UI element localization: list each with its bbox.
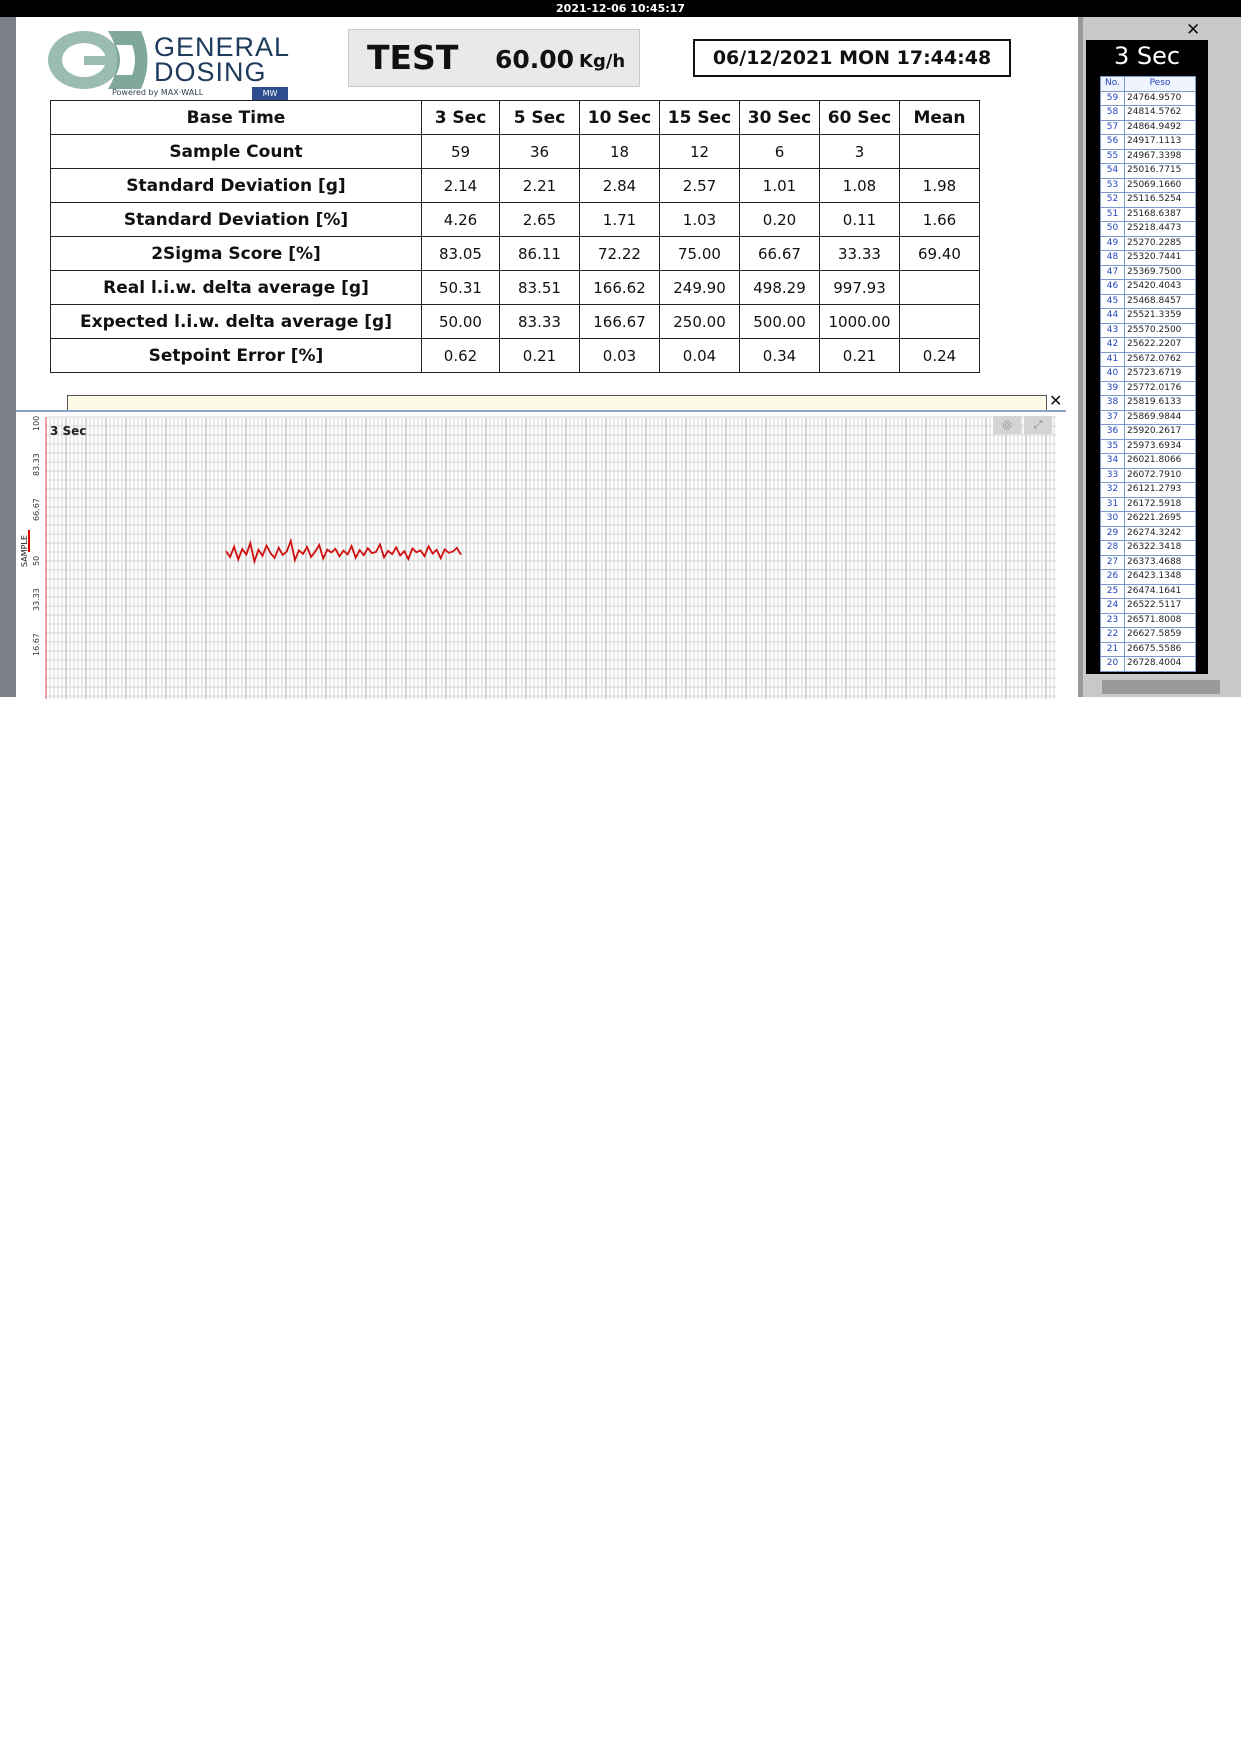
sample-peso: 26373.4688 [1125, 555, 1196, 570]
camera-icon[interactable]: ◎ [993, 416, 1021, 434]
table-cell: 12 [660, 135, 740, 169]
list-item[interactable] [1101, 410, 1196, 425]
list-item[interactable] [1101, 352, 1196, 367]
table-cell: 166.62 [580, 271, 660, 305]
list-item[interactable] [1101, 135, 1196, 150]
y-axis-label: SAMPLE [20, 535, 29, 567]
list-item[interactable] [1101, 613, 1196, 628]
sample-peso: 26221.2695 [1125, 512, 1196, 527]
sample-peso: 26322.3418 [1125, 541, 1196, 556]
chart-panel [16, 410, 1066, 699]
list-item[interactable] [1101, 526, 1196, 541]
table-cell: 498.29 [740, 271, 820, 305]
table-cell: 2.21 [500, 169, 580, 203]
sample-peso: 26274.3242 [1125, 526, 1196, 541]
sample-peso: 25772.0176 [1125, 381, 1196, 396]
list-item[interactable] [1101, 294, 1196, 309]
table-cell: 1.71 [580, 203, 660, 237]
sample-peso: 26021.8066 [1125, 454, 1196, 469]
table-cell: 6 [740, 135, 820, 169]
table-row [51, 339, 980, 373]
list-item[interactable] [1101, 207, 1196, 222]
sample-peso: 25069.1660 [1125, 178, 1196, 193]
table-cell: 1.03 [660, 203, 740, 237]
table-cell: 72.22 [580, 237, 660, 271]
table-cell: 1.08 [820, 169, 900, 203]
list-item[interactable] [1101, 106, 1196, 121]
sample-no: 25 [1101, 584, 1125, 599]
sample-peso: 25521.3359 [1125, 309, 1196, 324]
sample-no: 46 [1101, 280, 1125, 295]
sample-no: 27 [1101, 555, 1125, 570]
table-row [51, 169, 980, 203]
list-item[interactable] [1101, 265, 1196, 280]
sample-no: 39 [1101, 381, 1125, 396]
col-peso-header: Peso [1125, 77, 1196, 92]
sample-no: 33 [1101, 468, 1125, 483]
expand-icon[interactable]: ⤢ [1024, 416, 1052, 434]
system-time-bar [0, 0, 1241, 17]
table-cell: 2.14 [422, 169, 500, 203]
list-item[interactable] [1101, 628, 1196, 643]
table-cell: 2.84 [580, 169, 660, 203]
sample-list-title: 3 Sec [1113, 42, 1181, 70]
row-label: 2Sigma Score [%] [51, 237, 422, 271]
table-cell: 3 [820, 135, 900, 169]
list-item[interactable] [1101, 425, 1196, 440]
row-label: Standard Deviation [g] [51, 169, 422, 203]
table-cell: 500.00 [740, 305, 820, 339]
sample-no: 52 [1101, 193, 1125, 208]
sample-peso: 25869.9844 [1125, 410, 1196, 425]
y-tick-label: 83.33 [32, 453, 41, 476]
table-cell: 0.24 [900, 339, 980, 373]
system-timestamp: 2021-12-06 10:45:17 [556, 2, 685, 15]
row-label: Expected l.i.w. delta average [g] [51, 305, 422, 339]
gd-logo-icon [46, 29, 156, 91]
sample-peso: 24864.9492 [1125, 120, 1196, 135]
rate-value: 60.00 [495, 45, 575, 74]
list-item[interactable] [1101, 584, 1196, 599]
company-logo [46, 25, 291, 105]
table-cell: 50.00 [422, 305, 500, 339]
chart-close-icon[interactable]: ✕ [1049, 391, 1063, 410]
list-item[interactable] [1101, 91, 1196, 106]
sample-peso: 26474.1641 [1125, 584, 1196, 599]
sample-no: 48 [1101, 251, 1125, 266]
sample-peso: 25723.6719 [1125, 367, 1196, 382]
sample-peso: 25672.0762 [1125, 352, 1196, 367]
chart-title: 3 Sec [50, 424, 87, 438]
list-item[interactable] [1101, 555, 1196, 570]
table-cell: 2.57 [660, 169, 740, 203]
table-cell: 166.67 [580, 305, 660, 339]
sample-no: 58 [1101, 106, 1125, 121]
list-item[interactable] [1101, 512, 1196, 527]
sample-no: 21 [1101, 642, 1125, 657]
header-col: 60 Sec [820, 101, 900, 135]
sample-no: 22 [1101, 628, 1125, 643]
header-col: 5 Sec [500, 101, 580, 135]
logo-line1: GENERAL [154, 32, 291, 62]
stats-header-row [51, 101, 980, 135]
sample-list-window [1086, 40, 1208, 674]
sample-chart [16, 412, 1066, 699]
table-cell: 0.21 [500, 339, 580, 373]
sample-peso: 25369.7500 [1125, 265, 1196, 280]
table-cell: 1.01 [740, 169, 820, 203]
sample-no: 31 [1101, 497, 1125, 512]
sample-no: 30 [1101, 512, 1125, 527]
sample-no: 36 [1101, 425, 1125, 440]
sample-peso: 24764.9570 [1125, 91, 1196, 106]
row-label: Setpoint Error [%] [51, 339, 422, 373]
list-item[interactable] [1101, 222, 1196, 237]
sample-peso: 25270.2285 [1125, 236, 1196, 251]
sample-peso: 26522.5117 [1125, 599, 1196, 614]
header-base-time: Base Time [51, 101, 422, 135]
list-item[interactable] [1101, 396, 1196, 411]
panel-close-icon[interactable]: ✕ [1186, 20, 1201, 40]
table-cell: 83.05 [422, 237, 500, 271]
row-label: Sample Count [51, 135, 422, 169]
col-no-header: No. [1101, 77, 1125, 92]
header-col: 15 Sec [660, 101, 740, 135]
test-status-box [348, 29, 640, 87]
table-cell: 36 [500, 135, 580, 169]
sample-peso: 25116.5254 [1125, 193, 1196, 208]
sample-list-header [1101, 77, 1196, 92]
list-item[interactable] [1101, 178, 1196, 193]
list-item[interactable] [1101, 236, 1196, 251]
table-cell: 86.11 [500, 237, 580, 271]
sample-no: 34 [1101, 454, 1125, 469]
table-cell: 0.03 [580, 339, 660, 373]
table-cell: 0.20 [740, 203, 820, 237]
sample-peso: 25819.6133 [1125, 396, 1196, 411]
sample-no: 50 [1101, 222, 1125, 237]
header-col: Mean [900, 101, 980, 135]
sample-no: 28 [1101, 541, 1125, 556]
sample-peso: 25570.2500 [1125, 323, 1196, 338]
table-cell: 0.21 [820, 339, 900, 373]
sample-peso: 24967.3398 [1125, 149, 1196, 164]
list-item[interactable] [1101, 280, 1196, 295]
datetime-display: 06/12/2021 MON 17:44:48 [693, 39, 1011, 77]
rate-unit: Kg/h [579, 51, 626, 72]
table-cell: 66.67 [740, 237, 820, 271]
sample-peso: 26072.7910 [1125, 468, 1196, 483]
list-item[interactable] [1101, 149, 1196, 164]
sample-no: 35 [1101, 439, 1125, 454]
table-cell: 250.00 [660, 305, 740, 339]
sample-peso: 25468.8457 [1125, 294, 1196, 309]
sample-no: 23 [1101, 613, 1125, 628]
sample-peso: 26571.8008 [1125, 613, 1196, 628]
sample-no: 54 [1101, 164, 1125, 179]
table-row [51, 237, 980, 271]
table-cell: 50.31 [422, 271, 500, 305]
list-item[interactable] [1101, 338, 1196, 353]
list-item[interactable] [1101, 439, 1196, 454]
y-tick-label: 50 [32, 555, 41, 566]
panel-scroll-stub[interactable] [1102, 680, 1220, 694]
sample-no: 40 [1101, 367, 1125, 382]
table-cell: 997.93 [820, 271, 900, 305]
table-cell: 1000.00 [820, 305, 900, 339]
sample-peso: 25016.7715 [1125, 164, 1196, 179]
table-cell: 18 [580, 135, 660, 169]
sample-peso: 25218.4473 [1125, 222, 1196, 237]
sample-no: 51 [1101, 207, 1125, 222]
list-item[interactable] [1101, 468, 1196, 483]
table-cell: 2.65 [500, 203, 580, 237]
test-label: TEST [367, 38, 459, 77]
table-cell: 4.26 [422, 203, 500, 237]
list-item[interactable] [1101, 483, 1196, 498]
table-row [51, 135, 980, 169]
message-bar [67, 395, 1047, 410]
logo-powered-by: Powered by MAX·WALL [112, 88, 204, 97]
sample-no: 57 [1101, 120, 1125, 135]
y-tick-label: 16.67 [32, 633, 41, 656]
table-cell: 69.40 [900, 237, 980, 271]
list-item[interactable] [1101, 381, 1196, 396]
table-cell: 249.90 [660, 271, 740, 305]
y-tick-label: 66.67 [32, 498, 41, 521]
logo-text [154, 32, 291, 87]
sample-peso: 24917.1113 [1125, 135, 1196, 150]
table-cell: 0.34 [740, 339, 820, 373]
sample-no: 41 [1101, 352, 1125, 367]
table-cell: 1.98 [900, 169, 980, 203]
table-cell: 0.11 [820, 203, 900, 237]
sample-no: 37 [1101, 410, 1125, 425]
sample-no: 55 [1101, 149, 1125, 164]
sample-peso: 25320.7441 [1125, 251, 1196, 266]
sample-peso: 24814.5762 [1125, 106, 1196, 121]
row-label: Real l.i.w. delta average [g] [51, 271, 422, 305]
list-item[interactable] [1101, 541, 1196, 556]
mw-badge: MW [252, 87, 288, 101]
table-row [51, 305, 980, 339]
sample-peso: 25920.2617 [1125, 425, 1196, 440]
table-cell: 0.62 [422, 339, 500, 373]
table-cell: 83.33 [500, 305, 580, 339]
list-item[interactable] [1101, 454, 1196, 469]
table-cell [900, 305, 980, 339]
sample-no: 29 [1101, 526, 1125, 541]
sample-no: 47 [1101, 265, 1125, 280]
header-col: 10 Sec [580, 101, 660, 135]
sample-no: 59 [1101, 91, 1125, 106]
y-tick-label: 100 [32, 415, 41, 431]
sample-no: 49 [1101, 236, 1125, 251]
table-cell [900, 271, 980, 305]
sample-no: 43 [1101, 323, 1125, 338]
sample-peso: 25168.6387 [1125, 207, 1196, 222]
sample-peso: 26627.5859 [1125, 628, 1196, 643]
list-item[interactable] [1101, 599, 1196, 614]
sample-no: 32 [1101, 483, 1125, 498]
sample-peso: 26423.1348 [1125, 570, 1196, 585]
header-col: 30 Sec [740, 101, 820, 135]
list-item[interactable] [1101, 642, 1196, 657]
list-item[interactable] [1101, 570, 1196, 585]
table-row [51, 271, 980, 305]
row-label: Standard Deviation [%] [51, 203, 422, 237]
list-item[interactable] [1101, 497, 1196, 512]
sample-peso: 26728.4004 [1125, 657, 1196, 672]
logo-line2: DOSING [154, 57, 267, 87]
sample-peso: 26172.5918 [1125, 497, 1196, 512]
list-item[interactable] [1101, 323, 1196, 338]
sample-no: 24 [1101, 599, 1125, 614]
list-item[interactable] [1101, 657, 1196, 672]
list-item[interactable] [1101, 309, 1196, 324]
sample-no: 56 [1101, 135, 1125, 150]
list-item[interactable] [1101, 251, 1196, 266]
table-cell: 0.04 [660, 339, 740, 373]
y-tick-label: 33.33 [32, 588, 41, 611]
sample-peso: 26121.2793 [1125, 483, 1196, 498]
table-cell: 33.33 [820, 237, 900, 271]
table-cell: 1.66 [900, 203, 980, 237]
table-cell [900, 135, 980, 169]
sample-peso: 26675.5586 [1125, 642, 1196, 657]
table-row [51, 203, 980, 237]
sample-no: 44 [1101, 309, 1125, 324]
sample-peso: 25420.4043 [1125, 280, 1196, 295]
sample-peso: 25622.2207 [1125, 338, 1196, 353]
list-item[interactable] [1101, 193, 1196, 208]
statistics-table [50, 100, 980, 373]
list-item[interactable] [1101, 164, 1196, 179]
table-cell: 59 [422, 135, 500, 169]
sample-peso: 25973.6934 [1125, 439, 1196, 454]
list-item[interactable] [1101, 120, 1196, 135]
sample-no: 45 [1101, 294, 1125, 309]
table-cell: 75.00 [660, 237, 740, 271]
sample-no: 38 [1101, 396, 1125, 411]
sample-no: 20 [1101, 657, 1125, 672]
table-cell: 83.51 [500, 271, 580, 305]
sample-no: 42 [1101, 338, 1125, 353]
sample-no: 53 [1101, 178, 1125, 193]
header-col: 3 Sec [422, 101, 500, 135]
list-item[interactable] [1101, 367, 1196, 382]
sample-no: 26 [1101, 570, 1125, 585]
sample-list-table[interactable] [1100, 76, 1196, 672]
left-edge [0, 17, 16, 697]
